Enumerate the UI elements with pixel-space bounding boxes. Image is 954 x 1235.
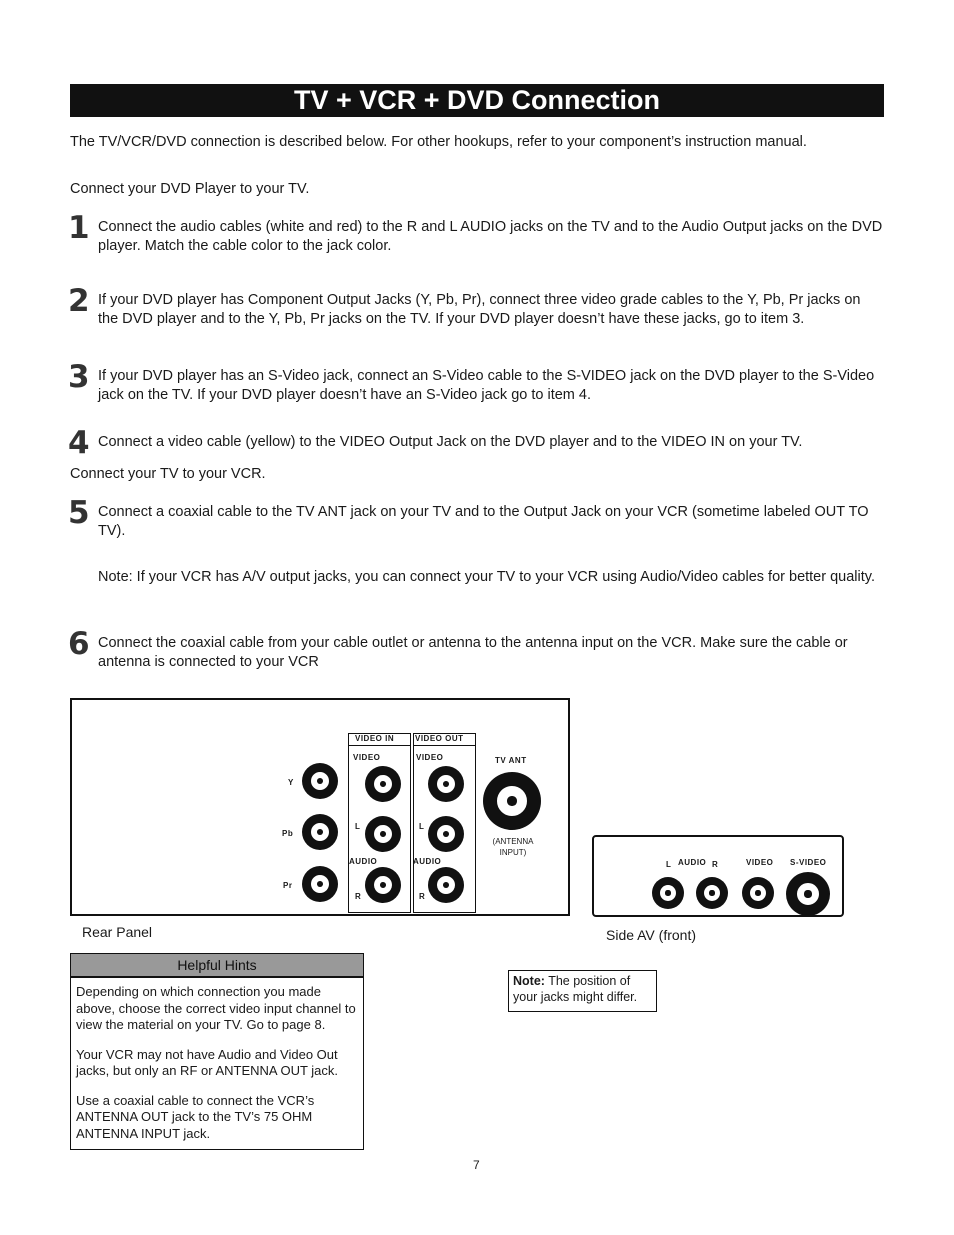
tv-ant-label: TV ANT — [495, 756, 527, 765]
audio-out-l-jack-icon — [428, 816, 464, 852]
audio-label: AUDIO — [349, 857, 378, 866]
step-text: If your DVD player has Component Output Jacks (Y, Pb, Pr), connect three video grade cables to the Y, Pb, Pr jacks on the DVD player and to the Y, Pb, Pr jacks on the TV. If your DVD player doesn’t have these jacks, go to item 3. — [98, 292, 861, 327]
side-svideo-jack-icon — [786, 872, 830, 916]
divider — [348, 745, 411, 746]
helpful-hints-title: Helpful Hints — [71, 954, 363, 978]
side-r-label: R — [712, 860, 719, 869]
step-number: 1 — [68, 210, 90, 246]
audio-l-label: L — [419, 822, 425, 831]
note-text: The position of your jacks might differ. — [513, 974, 638, 1004]
page-title: TV + VCR + DVD Connection — [70, 84, 884, 117]
side-l-label: L — [666, 860, 672, 869]
step-text: Connect the coaxial cable from your cable outlet or antenna to the antenna input on the VCR. Make sure the cable or antenna is connected to your VCR — [98, 635, 848, 670]
side-audio-r-jack-icon — [696, 877, 728, 909]
step-3 — [68, 359, 884, 404]
pr-jack-icon — [302, 866, 338, 902]
divider — [413, 745, 476, 746]
audio-r-label: R — [355, 892, 362, 901]
audio-in-r-jack-icon — [365, 867, 401, 903]
page-number: 7 — [473, 1158, 480, 1172]
step-number: 5 — [68, 495, 90, 531]
step-number: 4 — [68, 425, 90, 461]
step-text: Connect a coaxial cable to the TV ANT jack on your TV and to the Output Jack on your VCR (sometime labeled OUT TO TV). — [98, 504, 869, 539]
side-video-jack-icon — [742, 877, 774, 909]
step-text: Connect a video cable (yellow) to the VIDEO Output Jack on the DVD player and to the VIDEO IN on your TV. — [98, 434, 803, 450]
step-text: If your DVD player has an S-Video jack, connect an S-Video cable to the S-VIDEO jack on the DVD player to the S-Video jack on the TV. If your DVD player doesn’t have an S-Video jack go to item 4. — [98, 368, 875, 403]
antenna-input-label: (ANTENNA INPUT) — [492, 837, 534, 857]
step-2 — [68, 283, 884, 328]
step-4 — [68, 425, 884, 461]
note-label: Note: — [513, 974, 545, 988]
side-svideo-label: S-VIDEO — [790, 858, 827, 867]
pb-label: Pb — [282, 829, 294, 838]
side-video-label: VIDEO — [746, 858, 774, 867]
side-av-diagram — [592, 835, 844, 917]
video-label: VIDEO — [416, 753, 444, 762]
step-number: 3 — [68, 359, 90, 395]
step-1 — [68, 210, 884, 255]
rear-panel-diagram — [70, 698, 570, 916]
step-6 — [68, 626, 884, 671]
section-tv-to-vcr: Connect your TV to your VCR. — [70, 466, 266, 482]
side-av-caption: Side AV (front) — [606, 927, 697, 943]
audio-l-label: L — [355, 822, 361, 831]
step-text: Connect the audio cables (white and red) to the R and L AUDIO jacks on the TV and to the Audio Output jacks on the DVD player. Match the cable color to the jack color. — [98, 219, 883, 254]
jack-position-note — [508, 970, 657, 1012]
hint-item: Use a coaxial cable to connect the VCR’s ANTENNA OUT jack to the TV’s 75 OHM ANTENNA INPUT jack. — [76, 1092, 315, 1141]
audio-out-r-jack-icon — [428, 867, 464, 903]
side-audio-label: AUDIO — [678, 858, 707, 867]
audio-r-label: R — [419, 892, 426, 901]
intro-text: The TV/VCR/DVD connection is described below. For other hookups, refer to your component’s instruction manual. — [70, 134, 807, 150]
video-in-jack-icon — [365, 766, 401, 802]
video-label: VIDEO — [353, 753, 381, 762]
video-in-label: VIDEO IN — [355, 734, 395, 743]
y-jack-icon — [302, 763, 338, 799]
antenna-jack-icon — [483, 772, 541, 830]
hint-item: Depending on which connection you made above, choose the correct video input channel to view the material on your TV. Go to page 8. — [76, 984, 356, 1032]
helpful-hints-box — [70, 953, 364, 1150]
rear-panel-caption: Rear Panel — [82, 924, 153, 940]
audio-in-l-jack-icon — [365, 816, 401, 852]
step-5 — [68, 495, 884, 540]
hint-item: Your VCR may not have Audio and Video Out jacks, but only an RF or ANTENNA OUT jack. — [76, 1046, 339, 1078]
step-number: 6 — [68, 626, 90, 662]
video-out-label: VIDEO OUT — [415, 734, 464, 743]
pr-label: Pr — [283, 881, 293, 890]
video-out-jack-icon — [428, 766, 464, 802]
av-note: Note: If your VCR has A/V output jacks, you can connect your TV to your VCR using Audio/Video cables for better quality. — [98, 569, 875, 585]
y-label: Y — [288, 778, 294, 787]
pb-jack-icon — [302, 814, 338, 850]
side-audio-l-jack-icon — [652, 877, 684, 909]
audio-label: AUDIO — [413, 857, 442, 866]
step-number: 2 — [68, 283, 90, 319]
section-dvd-to-tv: Connect your DVD Player to your TV. — [70, 181, 310, 197]
